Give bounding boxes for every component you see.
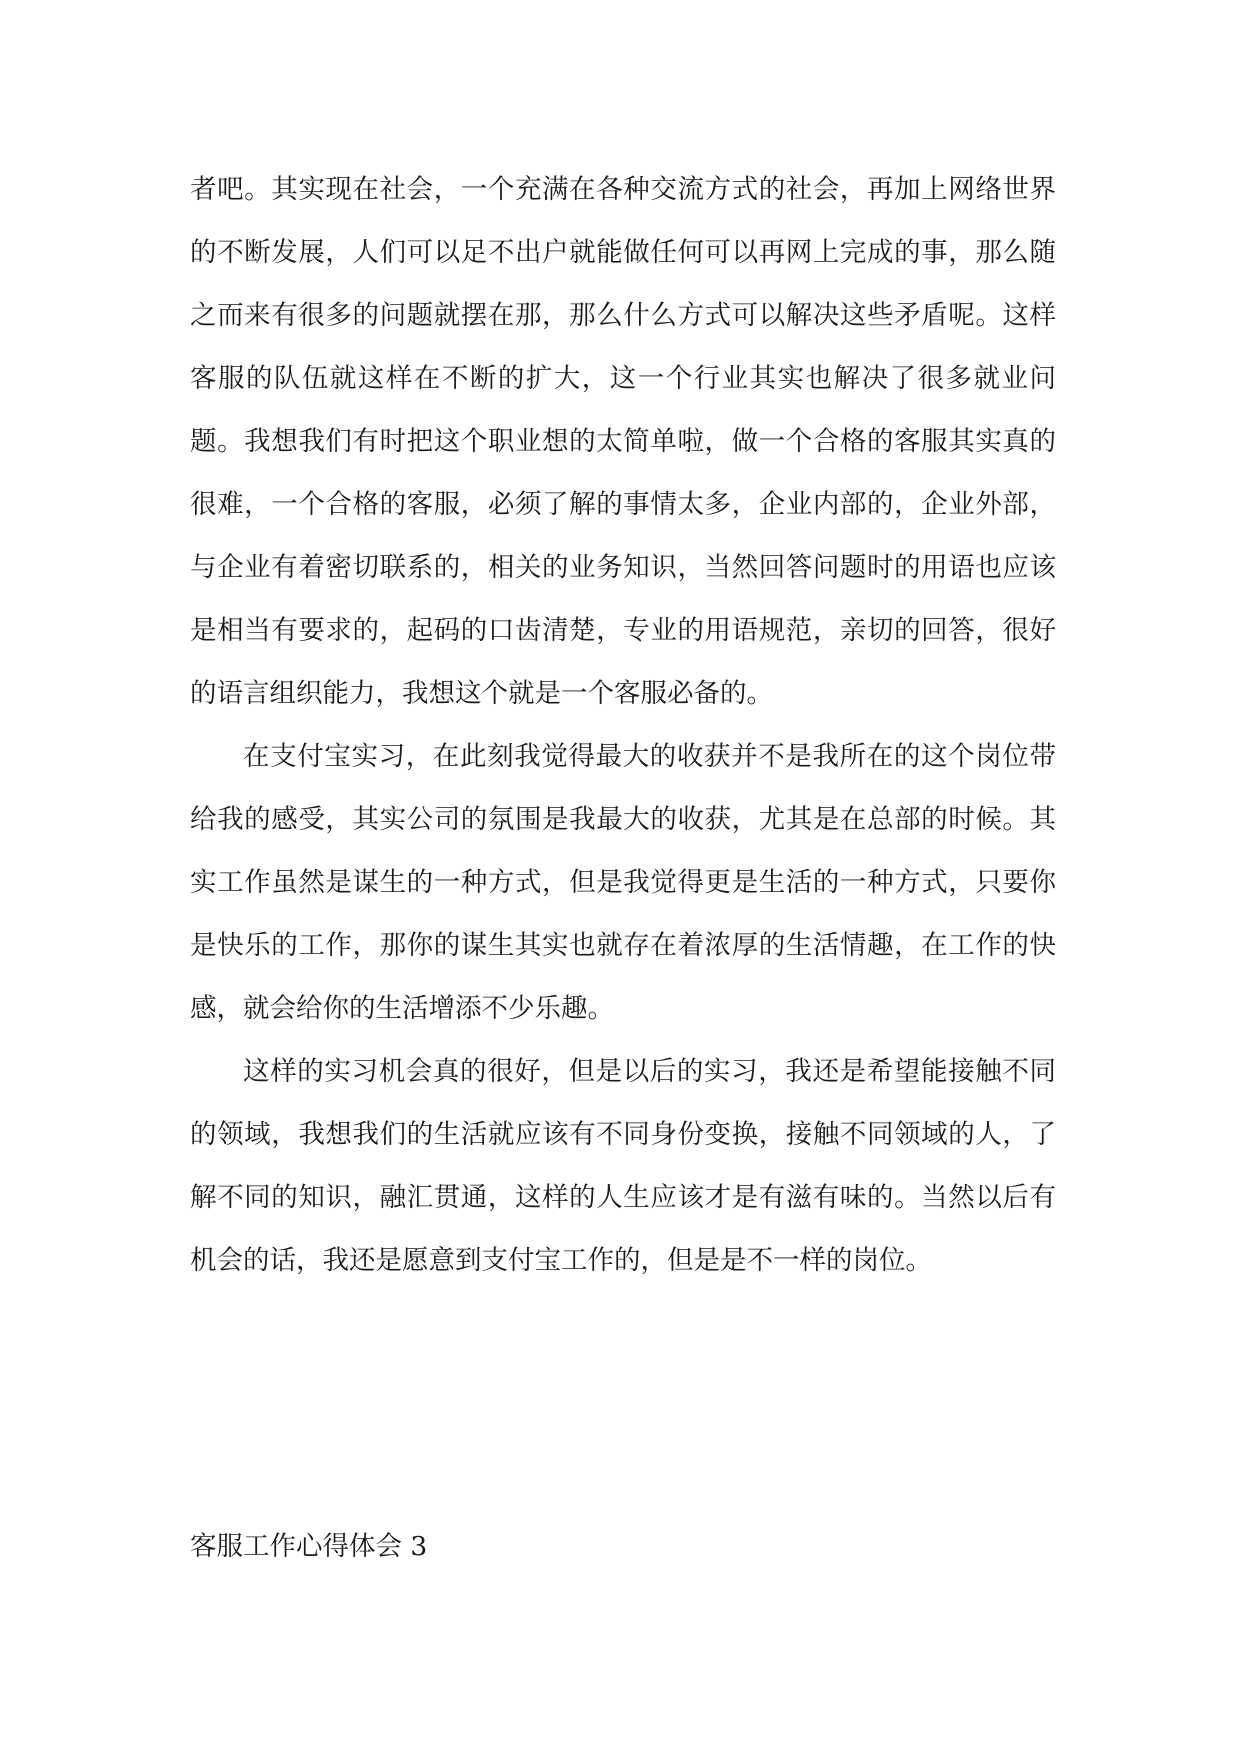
- paragraph-future-internship: 这样的实习机会真的很好，但是以后的实习，我还是希望能接触不同的领域，我想我们的生活就应该有不同身份变换，接触不同领域的人，了解不同的知识，融汇贯通，这样的人生应该才是有滋有味的。当然以后有机会的话，我还是愿意到支付宝工作的，但是是不一样的岗位。: [190, 1056, 1056, 1276]
- document-body: [190, 158, 1056, 1292]
- paragraph-alipay-internship: 在支付宝实习，在此刻我觉得最大的收获并不是我所在的这个岗位带给我的感受，其实公司的氛围是我最大的收获，尤其是在总部的时候。其实工作虽然是谋生的一种方式，但是我觉得更是生活的一种方式，只要你是快乐的工作，那你的谋生其实也就存在着浓厚的生活情趣，在工作的快感，就会给你的生活增添不少乐趣。: [190, 741, 1056, 1024]
- paragraph-continuation: 者吧。其实现在社会，一个充满在各种交流方式的社会，再加上网络世界的不断发展，人们可以足不出户就能做任何可以再网上完成的事，那么随之而来有很多的问题就摆在那，那么什么方式可以解决这些矛盾呢。这样客服的队伍就这样在不断的扩大，这一个行业其实也解决了很多就业问题。我想我们有时把这个职业想的太简单啦，做一个合格的客服其实真的很难，一个合格的客服，必须了解的事情太多，企业内部的，企业外部，与企业有着密切联系的，相关的业务知识，当然回答问题时的用语也应该是相当有要求的，起码的口齿清楚，专业的用语规范，亲切的回答，很好的语言组织能力，我想这个就是一个客服必备的。: [190, 174, 1056, 709]
- section-heading: 客服工作心得体会 3: [190, 1531, 428, 1562]
